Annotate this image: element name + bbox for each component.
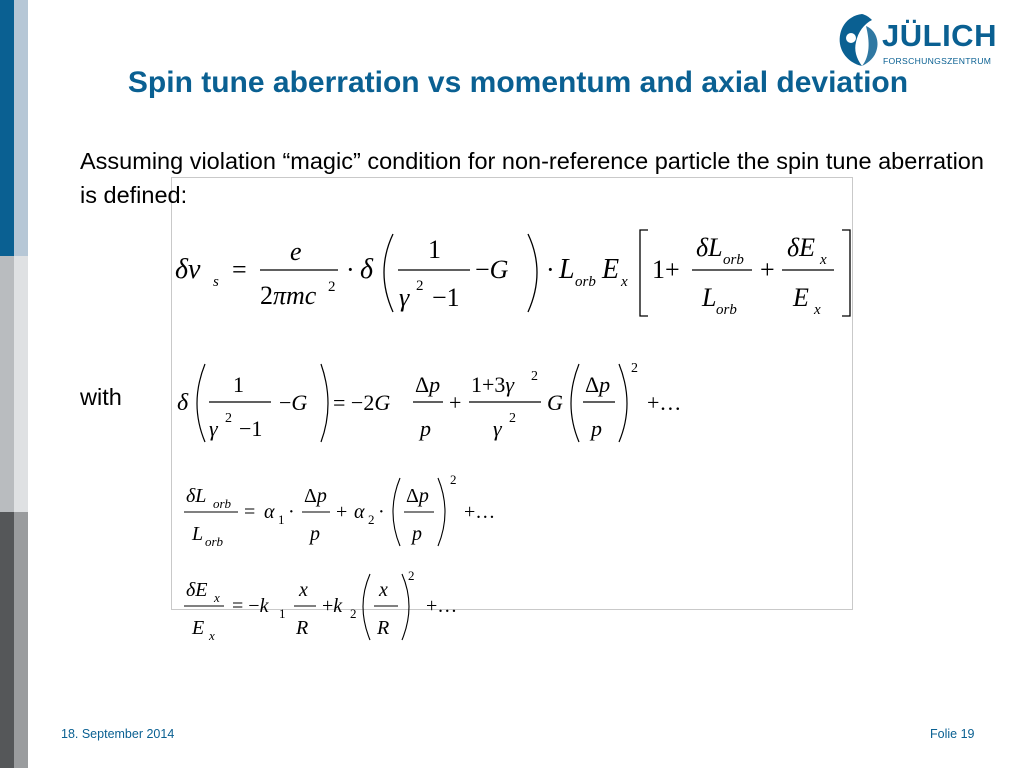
svg-text:γ: γ <box>209 416 218 441</box>
svg-text:x: x <box>820 252 827 268</box>
svg-text:2: 2 <box>416 278 424 294</box>
svg-text:x: x <box>621 274 628 290</box>
svg-text:1: 1 <box>279 606 286 621</box>
svg-text:δL: δL <box>186 485 207 507</box>
svg-text:= −2G: = −2G <box>333 390 391 415</box>
svg-text:2: 2 <box>509 411 516 426</box>
svg-text:p: p <box>310 523 320 545</box>
svg-text:x: x <box>214 590 220 605</box>
svg-text:R: R <box>377 617 390 639</box>
svg-text:2: 2 <box>450 472 457 487</box>
svg-text:L: L <box>702 283 717 312</box>
svg-text:+…: +… <box>464 501 496 523</box>
sidebar-segment-blue <box>0 0 14 256</box>
svg-text:1+3γ: 1+3γ <box>471 372 515 397</box>
svg-text:2: 2 <box>225 411 232 426</box>
svg-text:p: p <box>591 416 602 441</box>
svg-text:−1: −1 <box>239 416 263 441</box>
svg-text:E: E <box>602 254 620 285</box>
svg-text:orb: orb <box>575 274 596 290</box>
svg-text:δ: δ <box>360 254 374 285</box>
left-color-bar <box>0 0 28 768</box>
svg-text:1: 1 <box>278 512 285 527</box>
equation-electric-field <box>180 566 480 646</box>
logo-wordmark: JÜLICH <box>882 18 997 53</box>
svg-text:δE: δE <box>186 579 208 601</box>
sidebar-segment-grey <box>0 256 14 512</box>
footer-slide-number: Folie 19 <box>930 727 975 741</box>
svg-text:=: = <box>232 255 247 284</box>
svg-text:1+: 1+ <box>652 255 680 284</box>
svg-text:γ: γ <box>399 283 410 312</box>
juelich-logo-icon <box>836 12 880 68</box>
svg-text:α: α <box>354 501 365 523</box>
svg-text:x: x <box>299 579 308 601</box>
footer-date: 18. September 2014 <box>61 727 175 741</box>
sidebar-segment-blue-light <box>14 0 28 256</box>
slide-title: Spin tune aberration vs momentum and axial deviation <box>127 66 909 99</box>
svg-text:Δp: Δp <box>415 372 441 397</box>
svg-text:2: 2 <box>350 606 357 621</box>
svg-text:Δp: Δp <box>585 372 611 397</box>
svg-text:·: · <box>546 255 555 284</box>
svg-text:δE: δE <box>787 233 815 262</box>
svg-text:2: 2 <box>408 568 415 583</box>
svg-text:x: x <box>379 579 388 601</box>
svg-text:−G: −G <box>279 390 308 415</box>
svg-text:+: + <box>449 390 462 415</box>
svg-text:2: 2 <box>531 369 538 384</box>
svg-text:+…: +… <box>647 390 682 415</box>
svg-text:=: = <box>244 501 256 523</box>
svg-text:γ: γ <box>493 416 502 441</box>
svg-text:G: G <box>547 390 563 415</box>
svg-text:·: · <box>378 501 385 523</box>
equation-momentum-deviation <box>175 358 705 448</box>
intro-text: Assuming violation “magic” condition for non-reference particle the spin tune aberration is defined: <box>80 148 984 208</box>
svg-text:+: + <box>336 501 348 523</box>
svg-text:R: R <box>296 617 309 639</box>
svg-text:2: 2 <box>328 279 336 295</box>
svg-text:δν: δν <box>175 254 201 285</box>
svg-text:−G: −G <box>475 255 509 284</box>
svg-text:orb: orb <box>205 534 224 549</box>
equation-orbit-length <box>180 470 520 550</box>
svg-text:Δp: Δp <box>406 485 429 507</box>
svg-text:δ: δ <box>177 390 189 416</box>
svg-text:E: E <box>192 617 205 639</box>
svg-text:·: · <box>288 501 295 523</box>
svg-text:−1: −1 <box>432 283 460 312</box>
svg-text:1: 1 <box>233 372 244 397</box>
svg-text:2: 2 <box>631 361 638 376</box>
svg-text:+: + <box>760 255 775 284</box>
logo-subtitle: FORSCHUNGSZENTRUM <box>883 56 992 66</box>
svg-text:s: s <box>213 274 219 290</box>
svg-text:orb: orb <box>213 496 232 511</box>
sidebar-segment-grey-light <box>14 256 28 512</box>
sidebar-segment-dark <box>0 512 14 768</box>
svg-text:L: L <box>559 254 575 285</box>
svg-text:e: e <box>290 237 302 266</box>
svg-text:p: p <box>412 523 422 545</box>
svg-text:+…: +… <box>426 595 458 617</box>
svg-text:orb: orb <box>716 302 737 318</box>
svg-text:= −k: = −k <box>232 595 269 617</box>
svg-text:·: · <box>346 255 355 284</box>
svg-text:α: α <box>264 501 275 523</box>
with-label: with <box>80 384 122 410</box>
svg-text:x: x <box>209 628 215 643</box>
svg-text:L: L <box>192 523 204 545</box>
svg-text:Δp: Δp <box>304 485 327 507</box>
sidebar-segment-dark-light <box>14 512 28 768</box>
svg-text:1: 1 <box>428 235 441 264</box>
svg-text:2: 2 <box>368 512 375 527</box>
svg-text:p: p <box>420 416 431 441</box>
equation-spin-tune-aberration <box>170 226 860 322</box>
svg-text:orb: orb <box>723 252 744 268</box>
svg-text:2πmc: 2πmc <box>260 281 317 310</box>
svg-text:E: E <box>793 283 809 312</box>
svg-text:x: x <box>814 302 821 318</box>
svg-text:δL: δL <box>696 233 723 262</box>
svg-text:+k: +k <box>322 595 343 617</box>
